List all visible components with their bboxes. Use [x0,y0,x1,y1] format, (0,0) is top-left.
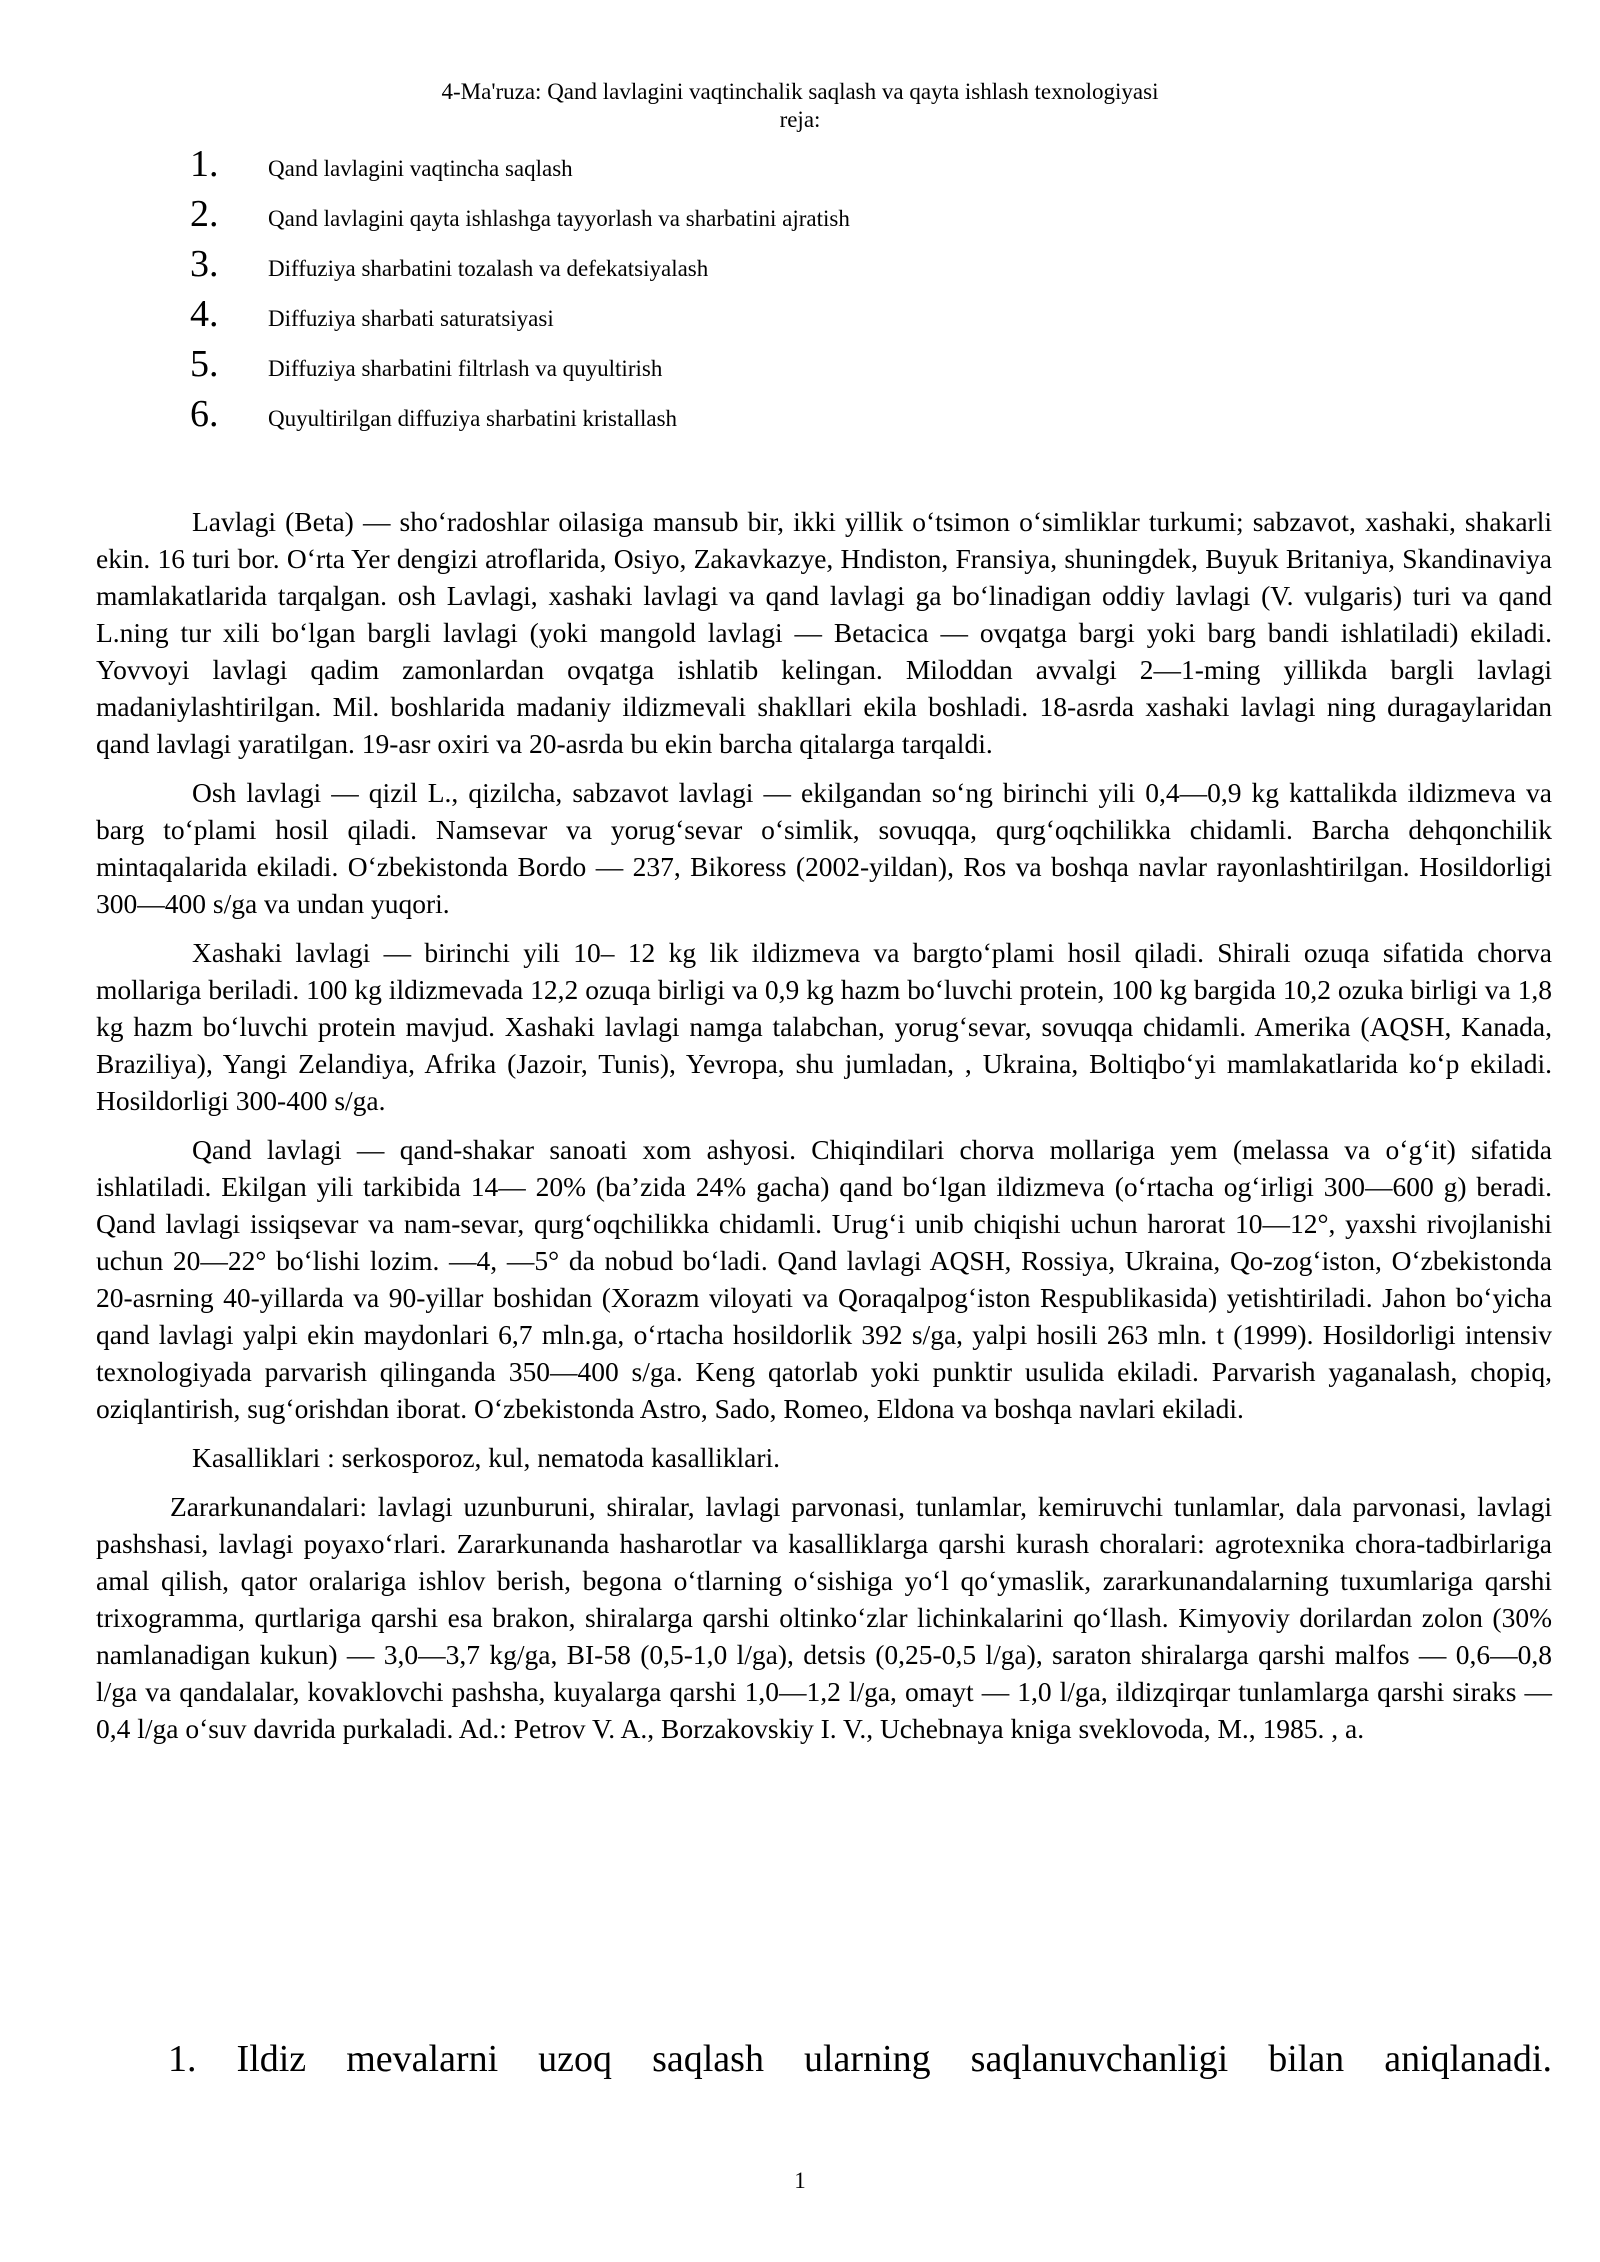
paragraph-xashaki-lavlagi: Xashaki lavlagi — birinchi yili 10– 12 kg lik ildizmeva va bargto‘plami hosil qiladi. Shirali ozuqa sifatida chorva mollariga beriladi. 100 kg ildizmevada 12,2 ozuqa birligi va 0,9 kg hazm bo‘luvchi protein, 100 kg bargida 10,2 ozuka birligi va 1,8 kg hazm bo‘luvchi protein mavjud. Xashaki lavlagi namga talabchan, yorug‘sevar, sovuqqa chidamli. Amerika (AQSH, Kanada, Braziliya), Yangi Zelandiya, Afrika (Jazoir, Tunis), Yevropa, shu jumladan, , Ukraina, Boltiqbo‘yi mamlakatlarida ko‘p ekiladi. Hosildorligi 300-400 s/ga. [96,937,1552,1116]
plan-item-number: 3. [190,243,219,285]
plan-item-text: Quyultirilgan diffuziya sharbatini kristallash [268,406,678,431]
plan-item-text: Qand lavlagini vaqtincha saqlash [268,156,573,181]
plan-item [190,142,850,192]
plan-item-text: Qand lavlagini qayta ishlashga tayyorlash va sharbatini ajratish [268,206,850,231]
plan-item-number: 2. [190,193,219,235]
plan-item-number: 5. [190,343,219,385]
plan-list [190,142,850,442]
plan-item-text: Diffuziya sharbati saturatsiyasi [268,306,554,331]
plan-item-number: 4. [190,293,219,335]
plan-item-text: Diffuziya sharbatini tozalash va defekatsiyalash [268,256,709,281]
paragraph-qand-lavlagi: Qand lavlagi — qand-shakar sanoati xom ashyosi. Chiqindilari chorva mollariga yem (melassa va o‘g‘it) sifatida ishlatiladi. Ekilgan yili tarkibida 14— 20% (ba’zida 24% gacha) qand bo‘lgan ildizmeva (o‘rtacha og‘irligi 300—600 g) beradi. Qand lavlagi issiqsevar va nam-sevar, qurg‘oqchilikka chidamli. Urug‘i unib chiqishi uchun harorat 10—12°, yaxshi rivojlanishi uchun 20—22° bo‘lishi lozim. —4, —5° da nobud bo‘ladi. Qand lavlagi AQSH, Rossiya, Ukraina, Qo-zog‘iston, O‘zbekistonda 20-asrning 40-yillarda va 90-yillar boshidan (Xorazm viloyati va Qoraqalpog‘iston Respublikasida) yetishtiriladi. Jahon bo‘yicha qand lavlagi yalpi ekin maydonlari 6,7 mln.ga, o‘rtacha hosildorlik 392 s/ga, yalpi hosili 263 mln. t (1999). Hosildorligi intensiv texnologiyada parvarish qilinganda 350—400 s/ga. Keng qatorlab yoki punktir usulida ekiladi. Parvarish yaganalash, chopiq, oziqlantirish, sug‘orishdan iborat. O‘zbekistonda Astro, Sado, Romeo, Eldona va boshqa navlari ekiladi. [96,1134,1552,1424]
page-number: 1 [794,2168,806,2193]
body-text [96,503,1552,1759]
plan-item [190,292,850,342]
plan-heading: reja: [779,107,821,132]
section-heading: 1. Ildiz mevalarni uzoq saqlash ularning saqlanuvchanligi bilan aniqlanadi. [168,2038,1552,2080]
plan-item-number: 6. [190,393,219,435]
paragraph-osh-lavlagi: Osh lavlagi — qizil L., qizilcha, sabzavot lavlagi — ekilgandan so‘ng birinchi yili 0,4—0,9 kg kattalikda ildizmeva va barg to‘plami hosil qiladi. Namsevar va yorug‘sevar o‘simlik, sovuqqa, qurg‘oqchilikka chidamli. Barcha dehqonchilik mintaqalarida ekiladi. O‘zbekistonda Bordo — 237, Bikoress (2002-yildan), Ros va boshqa navlar rayonlashtirilgan. Hosildorligi 300—400 s/ga va undan yuqori. [96,777,1552,919]
lecture-title: 4-Ma'ruza: Qand lavlagini vaqtinchalik saqlash va qayta ishlash texnologiyasi [441,79,1159,104]
paragraph-zararkunandalari: Zararkunandalari: lavlagi uzunburuni, shiralar, lavlagi parvonasi, tunlamlar, kemiruvchi tunlamlar, dala parvonasi, lavlagi pashshasi, lavlagi poyaxo‘rlari. Zararkunanda hasharotlar va kasalliklarga qarshi kurash choralari: agrotexnika chora-tadbirlariga amal qilish, qator oralariga ishlov berish, begona o‘tlarning o‘sishiga yo‘l qo‘ymaslik, zararkunandalarning tuxumlariga qarshi trixogramma, qurtlariga qarshi esa brakon, shiralarga qarshi oltinko‘zlar lichinkalarini qo‘llash. Kimyoviy dorilardan zolon (30% namlanadigan kukun) — 3,0—3,7 kg/ga, BI-58 (0,5-1,0 l/ga), detsis (0,25-0,5 l/ga), saraton shiralarga qarshi malfos — 0,6—0,8 l/ga va qandalalar, kovaklovchi pashsha, kuyalarga qarshi 1,0—1,2 l/ga, omayt — 1,0 l/ga, ildizqirqar tunlamlarga qarshi siraks — 0,4 l/ga o‘suv davrida purkaladi. Ad.: Petrov V. A., Borzakovskiy I. V., Uchebnaya kniga sveklovoda, M., 1985. , a. [96,1491,1552,1744]
plan-item-text: Diffuziya sharbatini filtrlash va quyultirish [268,356,663,381]
paragraph-lavlagi-intro: Lavlagi (Beta) — sho‘radoshlar oilasiga mansub bir, ikki yillik o‘tsimon o‘simliklar turkumi; sabzavot, xashaki, shakarli ekin. 16 turi bor. O‘rta Yer dengizi atroflarida, Osiyo, Zakavkazye, Hndiston, Fransiya, shuningdek, Buyuk Britaniya, Skandinaviya mamlakatlarida tarqalgan. osh Lavlagi, xashaki lavlagi va qand lavlagi ga bo‘linadigan oddiy lavlagi (V. vulgaris) turi va qand L.ning tur xili bo‘lgan bargli lavlagi (yoki mangold lavlagi — Betacica — ovqatga bargi yoki barg bandi ishlatiladi) ekiladi. Yovvoyi lavlagi qadim zamonlardan ovqatga ishlatib kelingan. Miloddan avvalgi 2—1-ming yillikda bargli lavlagi madaniylashtirilgan. Mil. boshlarida madaniy ildizmevali shakllari ekila boshladi. 18-asrda xashaki lavlagi ning duragaylaridan qand lavlagi yaratilgan. 19-asr oxiri va 20-asrda bu ekin barcha qitalarga tarqaldi. [96,506,1552,759]
plan-item [190,192,850,242]
plan-item-number: 1. [190,143,219,185]
plan-item [190,342,850,392]
plan-item [190,392,850,442]
paragraph-kasalliklari: Kasalliklari : serkosporoz, kul, nematoda kasalliklari. [192,1442,781,1473]
plan-item [190,242,850,292]
